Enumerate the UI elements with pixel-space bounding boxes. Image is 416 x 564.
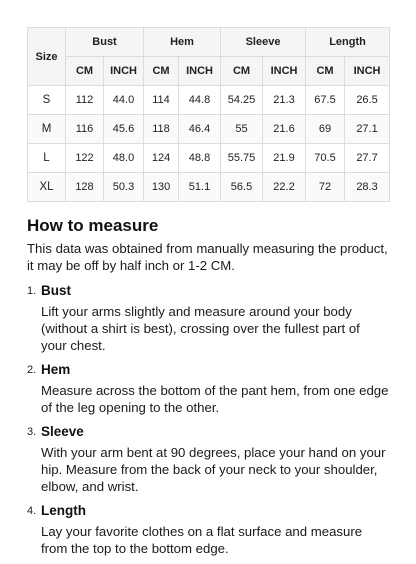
step-title: Sleeve [41,424,84,439]
table-cell: 55.75 [221,144,263,173]
measure-intro-text: This data was obtained from manually measuring the product, it may be off by half inch or 1-2 CM. [27,241,388,273]
unit-header: INCH [345,57,390,86]
step-description: Lay your favorite clothes on a flat surface and measure from the top to the bottom edge. [41,524,363,556]
table-cell: 124 [144,144,179,173]
step-number: 3. [27,426,37,438]
measure-step-length [27,501,389,557]
unit-header: INCH [104,57,144,86]
table-cell: 118 [144,115,179,144]
step-description: Lift your arms slightly and measure around your body (without a shirt is best), crossing over the fullest part of your chest. [41,304,360,353]
step-title: Bust [41,283,71,298]
size-cell: L [28,144,66,173]
unit-header: INCH [263,57,306,86]
table-cell: 128 [66,173,104,202]
table-cell: 67.5 [306,86,345,115]
step-title: Hem [41,362,71,377]
table-cell: 51.1 [179,173,221,202]
size-chart-table [27,27,390,202]
table-row [28,115,390,144]
step-description: Measure across the bottom of the pant hem, from one edge of the leg opening to the other. [41,383,389,415]
step-number: 2. [27,364,37,376]
step-title: Length [41,503,86,518]
table-cell: 122 [66,144,104,173]
table-cell: 27.7 [345,144,390,173]
table-cell: 48.8 [179,144,221,173]
step-number: 1. [27,285,37,297]
how-to-measure-title: How to measure [27,216,159,235]
table-cell: 21.3 [263,86,306,115]
group-header-sleeve: Sleeve [221,28,306,57]
table-cell: 22.2 [263,173,306,202]
table-cell: 54.25 [221,86,263,115]
table-cell: 21.6 [263,115,306,144]
unit-header: CM [221,57,263,86]
table-cell: 28.3 [345,173,390,202]
measure-steps-list [27,281,389,563]
table-cell: 44.0 [104,86,144,115]
table-cell: 44.8 [179,86,221,115]
table-cell: 27.1 [345,115,390,144]
unit-header: CM [144,57,179,86]
size-column-header: Size [28,28,66,86]
unit-header: CM [306,57,345,86]
measure-step-hem [27,360,389,416]
size-cell: XL [28,173,66,202]
measure-step-bust [27,281,389,354]
table-cell: 21.9 [263,144,306,173]
table-row [28,173,390,202]
measure-step-sleeve [27,422,389,495]
table-cell: 112 [66,86,104,115]
table-cell: 55 [221,115,263,144]
size-cell: M [28,115,66,144]
step-number: 4. [27,505,37,517]
table-cell: 72 [306,173,345,202]
table-row [28,86,390,115]
table-cell: 48.0 [104,144,144,173]
unit-header: INCH [179,57,221,86]
step-description: With your arm bent at 90 degrees, place your hand on your hip. Measure from the back of your neck to your shoulder, elbow, and wrist. [41,445,386,494]
group-header-bust: Bust [66,28,144,57]
table-cell: 50.3 [104,173,144,202]
group-header-hem: Hem [144,28,221,57]
group-header-length: Length [306,28,390,57]
table-cell: 46.4 [179,115,221,144]
table-cell: 116 [66,115,104,144]
table-cell: 114 [144,86,179,115]
table-cell: 130 [144,173,179,202]
size-cell: S [28,86,66,115]
table-row [28,144,390,173]
table-cell: 56.5 [221,173,263,202]
table-cell: 70.5 [306,144,345,173]
table-cell: 69 [306,115,345,144]
unit-header: CM [66,57,104,86]
table-cell: 26.5 [345,86,390,115]
table-cell: 45.6 [104,115,144,144]
